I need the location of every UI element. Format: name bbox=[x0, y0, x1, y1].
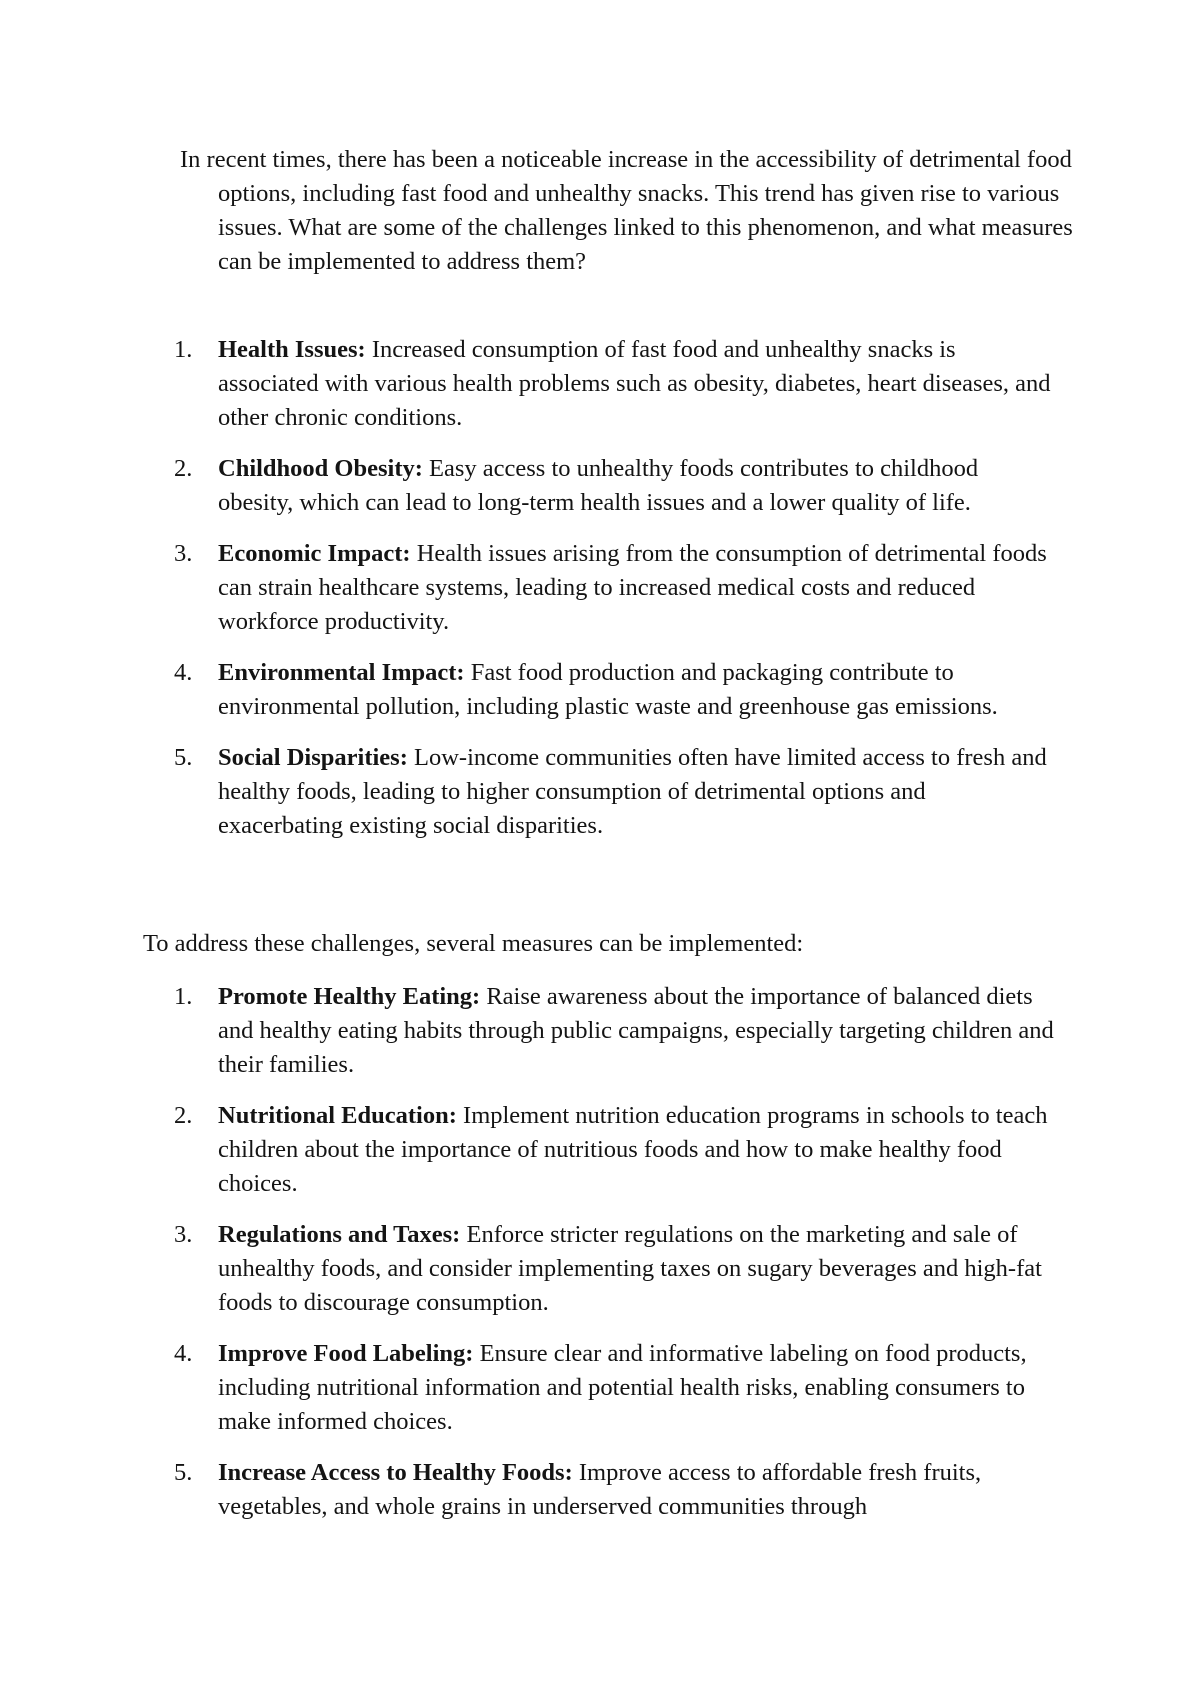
challenge-item bbox=[174, 537, 1054, 639]
list-number: 5. bbox=[174, 1459, 193, 1486]
measure-text: Enforce stricter regulations on the marketing and sale of unhealthy foods, and consider implementing taxes on sugary beverages and high-fat foods to discourage consumption. bbox=[218, 1221, 1042, 1316]
list-number: 1. bbox=[174, 983, 193, 1010]
measure-item bbox=[174, 1337, 1054, 1439]
list-number: 3. bbox=[174, 540, 193, 567]
challenge-item bbox=[174, 452, 1054, 520]
measure-term: Nutritional Education: bbox=[218, 1102, 457, 1129]
challenge-text: Low-income communities often have limited access to fresh and healthy foods, leading to higher consumption of detrimental options and exacerbating existing social disparities. bbox=[218, 744, 1047, 839]
measure-term: Increase Access to Healthy Foods: bbox=[218, 1459, 573, 1486]
challenge-text: Easy access to unhealthy foods contributes to childhood obesity, which can lead to long-term health issues and a lower quality of life. bbox=[218, 455, 979, 516]
list-number: 3. bbox=[174, 1221, 193, 1248]
challenge-item bbox=[174, 333, 1054, 435]
challenge-term: Social Disparities: bbox=[218, 744, 408, 771]
list-number: 4. bbox=[174, 659, 193, 686]
challenge-term: Economic Impact: bbox=[218, 540, 411, 567]
measure-text: Improve access to affordable fresh fruits, vegetables, and whole grains in underserved communities through bbox=[218, 1459, 982, 1520]
transition-paragraph: To address these challenges, several measures can be implemented: bbox=[143, 930, 804, 957]
challenge-term: Health Issues: bbox=[218, 336, 366, 363]
measure-item bbox=[174, 1456, 1054, 1524]
challenges-list bbox=[174, 333, 1054, 860]
list-number: 4. bbox=[174, 1340, 193, 1367]
challenge-text: Health issues arising from the consumption of detrimental foods can strain healthcare systems, leading to increased medical costs and reduced workforce productivity. bbox=[218, 540, 1047, 635]
challenge-term: Environmental Impact: bbox=[218, 659, 465, 686]
measure-item bbox=[174, 1218, 1054, 1320]
challenge-term: Childhood Obesity: bbox=[218, 455, 423, 482]
measure-term: Improve Food Labeling: bbox=[218, 1340, 474, 1367]
challenge-text: Fast food production and packaging contribute to environmental pollution, including plastic waste and greenhouse gas emissions. bbox=[218, 659, 998, 720]
list-number: 1. bbox=[174, 336, 193, 363]
challenge-item bbox=[174, 741, 1054, 843]
list-number: 2. bbox=[174, 455, 193, 482]
measure-item bbox=[174, 1099, 1054, 1201]
challenge-item bbox=[174, 656, 1054, 724]
measure-text: Ensure clear and informative labeling on food products, including nutritional information and potential health risks, enabling consumers to make informed choices. bbox=[218, 1340, 1027, 1435]
challenge-text: Increased consumption of fast food and unhealthy snacks is associated with various health problems such as obesity, diabetes, heart diseases, and other chronic conditions. bbox=[218, 336, 1051, 431]
measure-term: Regulations and Taxes: bbox=[218, 1221, 461, 1248]
measure-term: Promote Healthy Eating: bbox=[218, 983, 481, 1010]
list-number: 2. bbox=[174, 1102, 193, 1129]
measures-list bbox=[174, 980, 1054, 1541]
measure-text: Implement nutrition education programs in schools to teach children about the importance of nutritious foods and how to make healthy food choices. bbox=[218, 1102, 1048, 1197]
intro-paragraph: In recent times, there has been a noticeable increase in the accessibility of detrimental food options, including fast food and unhealthy snacks. This trend has given rise to various issues. What are some of the challenges linked to this phenomenon, and what measures can be implemented to address them? bbox=[180, 146, 1073, 275]
measure-item bbox=[174, 980, 1054, 1082]
measure-text: Raise awareness about the importance of balanced diets and healthy eating habits through public campaigns, especially targeting children and their families. bbox=[218, 983, 1054, 1078]
list-number: 5. bbox=[174, 744, 193, 771]
